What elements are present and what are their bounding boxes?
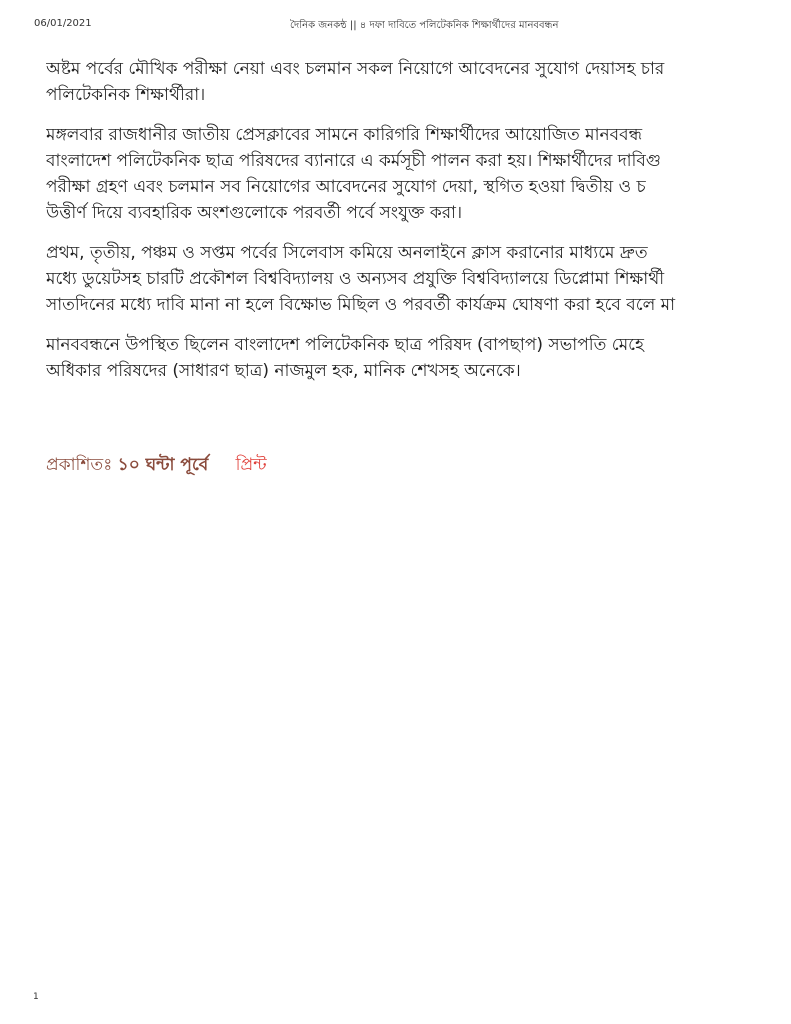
paragraph-line: পরীক্ষা গ্রহণ এবং চলমান সব নিয়োগের আবেদনের সুযোগ দেয়া, স্থগিত হওয়া দ্বিতীয় ও চ bbox=[46, 177, 646, 197]
print-date: 06/01/2021 bbox=[34, 18, 92, 29]
article-body bbox=[46, 56, 791, 398]
paragraph-line: মঙ্গলবার রাজধানীর জাতীয় প্রেসক্লাবের সামনে কারিগরি শিক্ষার্থীদের আয়োজিত মানববন্ধ bbox=[46, 125, 643, 145]
article-paragraph-2 bbox=[46, 122, 791, 226]
paragraph-line: মধ্যে ডুয়েটসহ চারটি প্রকৌশল বিশ্ববিদ্যালয় ও অন্যসব প্রযুক্তি বিশ্ববিদ্যালয়ে ডিপ্লোমা শিক্ষার্থী bbox=[46, 269, 665, 289]
paragraph-line: বাংলাদেশ পলিটেকনিক ছাত্র পরিষদের ব্যানারে এ কর্মসূচী পালন করা হয়। শিক্ষার্থীদের দাবিগু bbox=[46, 151, 661, 171]
paragraph-line: সাতদিনের মধ্যে দাবি মানা না হলে বিক্ষোভ মিছিল ও পরবর্তী কার্যক্রম ঘোষণা করা হবে বলে মা bbox=[46, 295, 676, 315]
print-header bbox=[0, 16, 791, 36]
article-paragraph-1 bbox=[46, 56, 791, 108]
article-paragraph-4 bbox=[46, 332, 791, 384]
print-link[interactable]: প্রিন্ট bbox=[235, 455, 267, 475]
published-label: প্রকাশিতঃ bbox=[46, 455, 113, 475]
paragraph-line: প্রথম, তৃতীয়, পঞ্চম ও সপ্তম পর্বের সিলেবাস কমিয়ে অনলাইনে ক্লাস করানোর মাধ্যমে দ্রুত bbox=[46, 243, 648, 263]
published-time: ১০ ঘন্টা পূর্বে bbox=[117, 455, 209, 475]
paragraph-line: পলিটেকনিক শিক্ষার্থীরা। bbox=[46, 85, 206, 105]
article-meta bbox=[46, 452, 267, 478]
paragraph-line: উত্তীর্ণ দিয়ে ব্যবহারিক অংশগুলোকে পরবর্তী পর্বে সংযুক্ত করা। bbox=[46, 203, 463, 223]
print-page-title: দৈনিক জনকন্ঠ || ৪ দফা দাবিতে পলিটেকনিক শিক্ষার্থীদের মানববন্ধন bbox=[290, 20, 559, 31]
paragraph-line: অষ্টম পর্বের মৌখিক পরীক্ষা নেয়া এবং চলমান সকল নিয়োগে আবেদনের সুযোগ দেয়াসহ চার bbox=[46, 59, 665, 79]
page-number: 1 bbox=[33, 992, 39, 1002]
article-paragraph-3 bbox=[46, 240, 791, 318]
paragraph-line: অধিকার পরিষদের (সাধারণ ছাত্র) নাজমুল হক, মানিক শেখসহ অনেকে। bbox=[46, 361, 521, 381]
paragraph-line: মানববন্ধনে উপস্থিত ছিলেন বাংলাদেশ পলিটেকনিক ছাত্র পরিষদ (বাপছাপ) সভাপতি মেহে bbox=[46, 335, 644, 355]
